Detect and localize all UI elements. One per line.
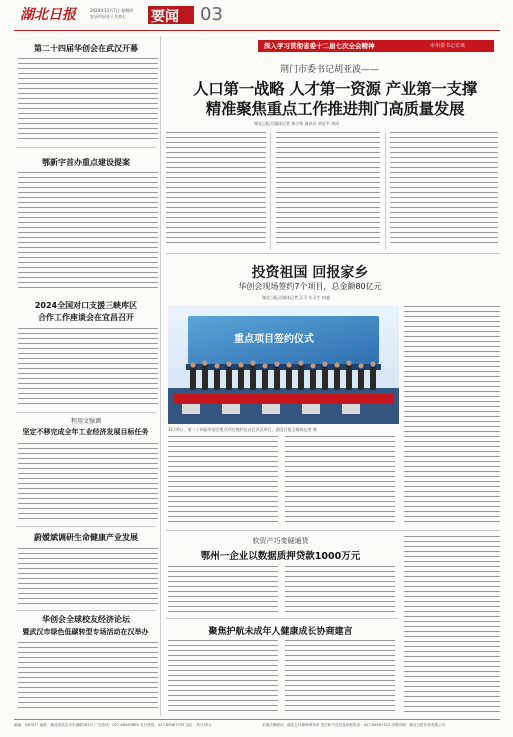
lead-story-headline-2: 精准聚焦重点工作推进荆门高质量发展 [205, 100, 465, 118]
bottom-story-body-col2 [285, 566, 395, 614]
story-industry-body [18, 443, 158, 523]
masthead-rule [14, 30, 500, 31]
bottom-story-body-right [404, 536, 500, 716]
divider [16, 526, 156, 527]
footer-left: 邮编：430077 地址：湖北省武汉市东湖路181号 广告热线：027-88567889 发行热线：027-88567755 定价：每月35元 [14, 723, 212, 727]
bottom-story-kicker: 软资产巧变硬通货 [252, 537, 309, 545]
feature-body-right [404, 306, 500, 526]
divider [166, 253, 500, 254]
divider [16, 147, 156, 148]
lead-column-divider-2 [385, 132, 386, 250]
story-industry-kicker: 程用文强调 [70, 418, 101, 425]
story-proposal-headline: 鄂新宇首办重点建设提案 [42, 158, 130, 167]
lead-story-body-col2 [276, 132, 380, 250]
date-line-2: 农历甲辰年十月初七 [90, 14, 126, 19]
banner-tag: 市州委书记访谈 [430, 43, 466, 49]
story-huachuang-opening-headline: 第二十四届华创会在武汉开幕 [34, 44, 138, 53]
story-alumni-forum-headline-2: 暨武汉市绿色低碳转型专场活动在汉举办 [22, 628, 149, 636]
story-health-industry-headline: 蔚嫒斌调研生命健康产业发展 [34, 533, 138, 542]
signing-ceremony-photo [168, 306, 399, 424]
story-three-gorges-headline-2: 合作工作座谈会在宜昌召开 [38, 313, 134, 322]
date-line-1: 2024年11月7日 星期四 [90, 8, 134, 13]
bottom-story-body-col1 [168, 566, 278, 614]
lead-story-byline: 湖北日报全媒体记者 黄少坤 通讯员 胡亚平 周同 [254, 121, 340, 126]
divider [16, 412, 156, 413]
page-number: 03 [200, 4, 223, 25]
divider [16, 610, 156, 611]
lead-column-divider-1 [270, 132, 271, 250]
footer-story-body-col2 [285, 640, 395, 716]
photo-screen-text: 重点项目签约仪式 [234, 334, 314, 345]
divider [166, 618, 398, 619]
feature-body-col1 [168, 436, 278, 526]
lead-story-headline-1: 人口第一战略 人才第一资源 产业第一支撑 [193, 80, 477, 98]
feature-byline: 湖北日报全媒体记者 汪可 实习生 何澈 [262, 295, 330, 300]
story-huachuang-opening-body [18, 58, 158, 143]
story-three-gorges-body [18, 328, 158, 408]
feature-body-col2 [285, 436, 395, 526]
divider [166, 530, 500, 531]
footer-right: 本报法律顾问：湖北五环律师事务所 违法和不良信息举报电话：027-88567312 本报印刷：湖北日报印务有限公司 [262, 723, 446, 727]
lead-story-kicker: 荆门市委书记胡亚波—— [280, 65, 380, 75]
banner-text: 深入学习贯彻省委十二届七次全会精神 [264, 42, 375, 50]
story-alumni-forum-headline-1: 华创会全球校友经济论坛 [42, 615, 130, 624]
footer-story-body-col1 [168, 640, 278, 716]
feature-subtitle: 华创会现场签约7个项目，总金额80亿元 [238, 282, 382, 291]
bottom-story-headline: 鄂州一企业以数据质押贷款1000万元 [200, 551, 361, 562]
story-proposal-body [18, 172, 158, 292]
masthead [0, 0, 513, 36]
story-health-industry-body [18, 548, 158, 608]
story-three-gorges-headline-1: 2024全国对口支援三峡库区 [34, 301, 138, 310]
newspaper-logo: 湖北日报 [20, 7, 76, 23]
story-alumni-forum-body [18, 642, 158, 712]
lead-story-body-col3 [390, 132, 498, 250]
section-title: 要闻 [151, 9, 179, 25]
feature-headline: 投资祖国 回报家乡 [251, 265, 369, 281]
photo-caption: 11月6日，第二十四届华创会重点项目签约仪式在武汉举行。湖北日报全媒体记者 摄 [168, 427, 317, 432]
lead-story-body-col1 [166, 132, 266, 250]
column-divider-left [160, 36, 161, 716]
feature-photo [168, 306, 399, 424]
story-industry-headline: 坚定不移完成全年工业经济发展目标任务 [22, 428, 149, 436]
footer-rule [14, 719, 500, 720]
footer-story-headline: 聚焦护航未成年人健康成长协商建言 [208, 627, 353, 637]
